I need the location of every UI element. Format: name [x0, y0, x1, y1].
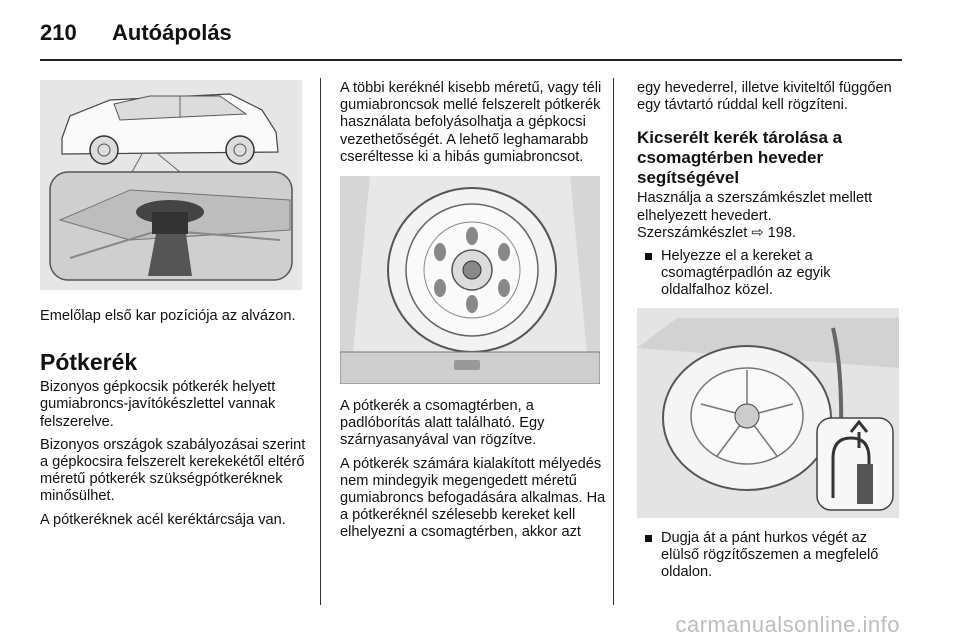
figure-caption: Emelőlap első kar pozíciója az alvázon.	[40, 308, 296, 324]
column-3	[637, 80, 903, 589]
paragraph: Bizonyos országok szabályozásai szerint a gépkocsira felszerelt kerekekétől eltérő méretű pótkerék szükségpótkeréknek minősülhet.	[40, 436, 306, 505]
watermark: carmanualsonline.info	[675, 612, 900, 637]
paragraph: A pótkeréknek acél keréktárcsája van.	[40, 511, 286, 528]
reference-page: 198.	[767, 224, 797, 241]
column-2	[340, 80, 606, 548]
jack-position-illustration	[40, 80, 302, 290]
list-item-text: Dugja át a pánt hurkos végét az elülső rögzítőszemen a megfelelő oldalon.	[661, 529, 879, 581]
page-number: 210	[40, 20, 77, 45]
list-item	[637, 530, 903, 582]
paragraph: egy hevederrel, illetve kiviteltől függően egy távtartó rúddal kell rögzíteni.	[637, 80, 892, 114]
page-header	[40, 20, 232, 46]
paragraph: A pótkerék a csomagtérben, a padlóborítás alatt található. Egy szárnyasanyával van rögzítve.	[340, 398, 545, 449]
car-jack-diagram	[40, 80, 302, 290]
page-reference-arrow-icon: ⇨	[751, 224, 764, 241]
cross-reference	[637, 225, 903, 242]
list-item	[637, 248, 903, 300]
strap-wheel-illustration	[637, 308, 899, 518]
spare-wheel-diagram	[340, 176, 600, 384]
paragraph: A pótkerék számára kialakított mélyedés nem mindegyik megengedett méretű gumiabroncs befogadására alkalmas. Ha a pótkeréknél szélesebb kereket kell elhelyezni a csomagtérben, akkor azt	[340, 455, 606, 541]
bullet-square-icon	[645, 253, 652, 260]
column-divider-1	[320, 78, 321, 605]
column-divider-2	[613, 78, 614, 605]
subsection-heading: Kicserélt kerék tárolása a csomagtérben heveder segítségével	[637, 128, 843, 188]
spare-wheel-illustration	[340, 176, 600, 384]
paragraph: Bizonyos gépkocsik pótkerék helyett gumiabroncs-javítókészlettel vannak felszerelve.	[40, 379, 276, 430]
bullet-square-icon	[645, 535, 652, 542]
column-1	[40, 80, 306, 535]
list-item-text: Helyezze el a kereket a csomagtérpadlón az egyik oldalfalhoz közel.	[661, 248, 831, 299]
header-rule	[40, 59, 902, 61]
strap-wheel-diagram	[637, 308, 899, 518]
paragraph: A többi keréknél kisebb méretű, vagy téli gumiabroncsok mellé felszerelt pótkerék használata befolyásolhatja a gépkocsi vezethetőségét. A lehető leghamarabb cseréltesse ki a hibás gumiabroncsot.	[340, 80, 602, 165]
reference-text: Szerszámkészlet	[637, 224, 748, 241]
page-title: Autóápolás	[112, 20, 232, 45]
paragraph: Használja a szerszámkészlet mellett elhelyezett hevedert.	[637, 190, 873, 224]
section-heading: Pótkerék	[40, 349, 138, 376]
